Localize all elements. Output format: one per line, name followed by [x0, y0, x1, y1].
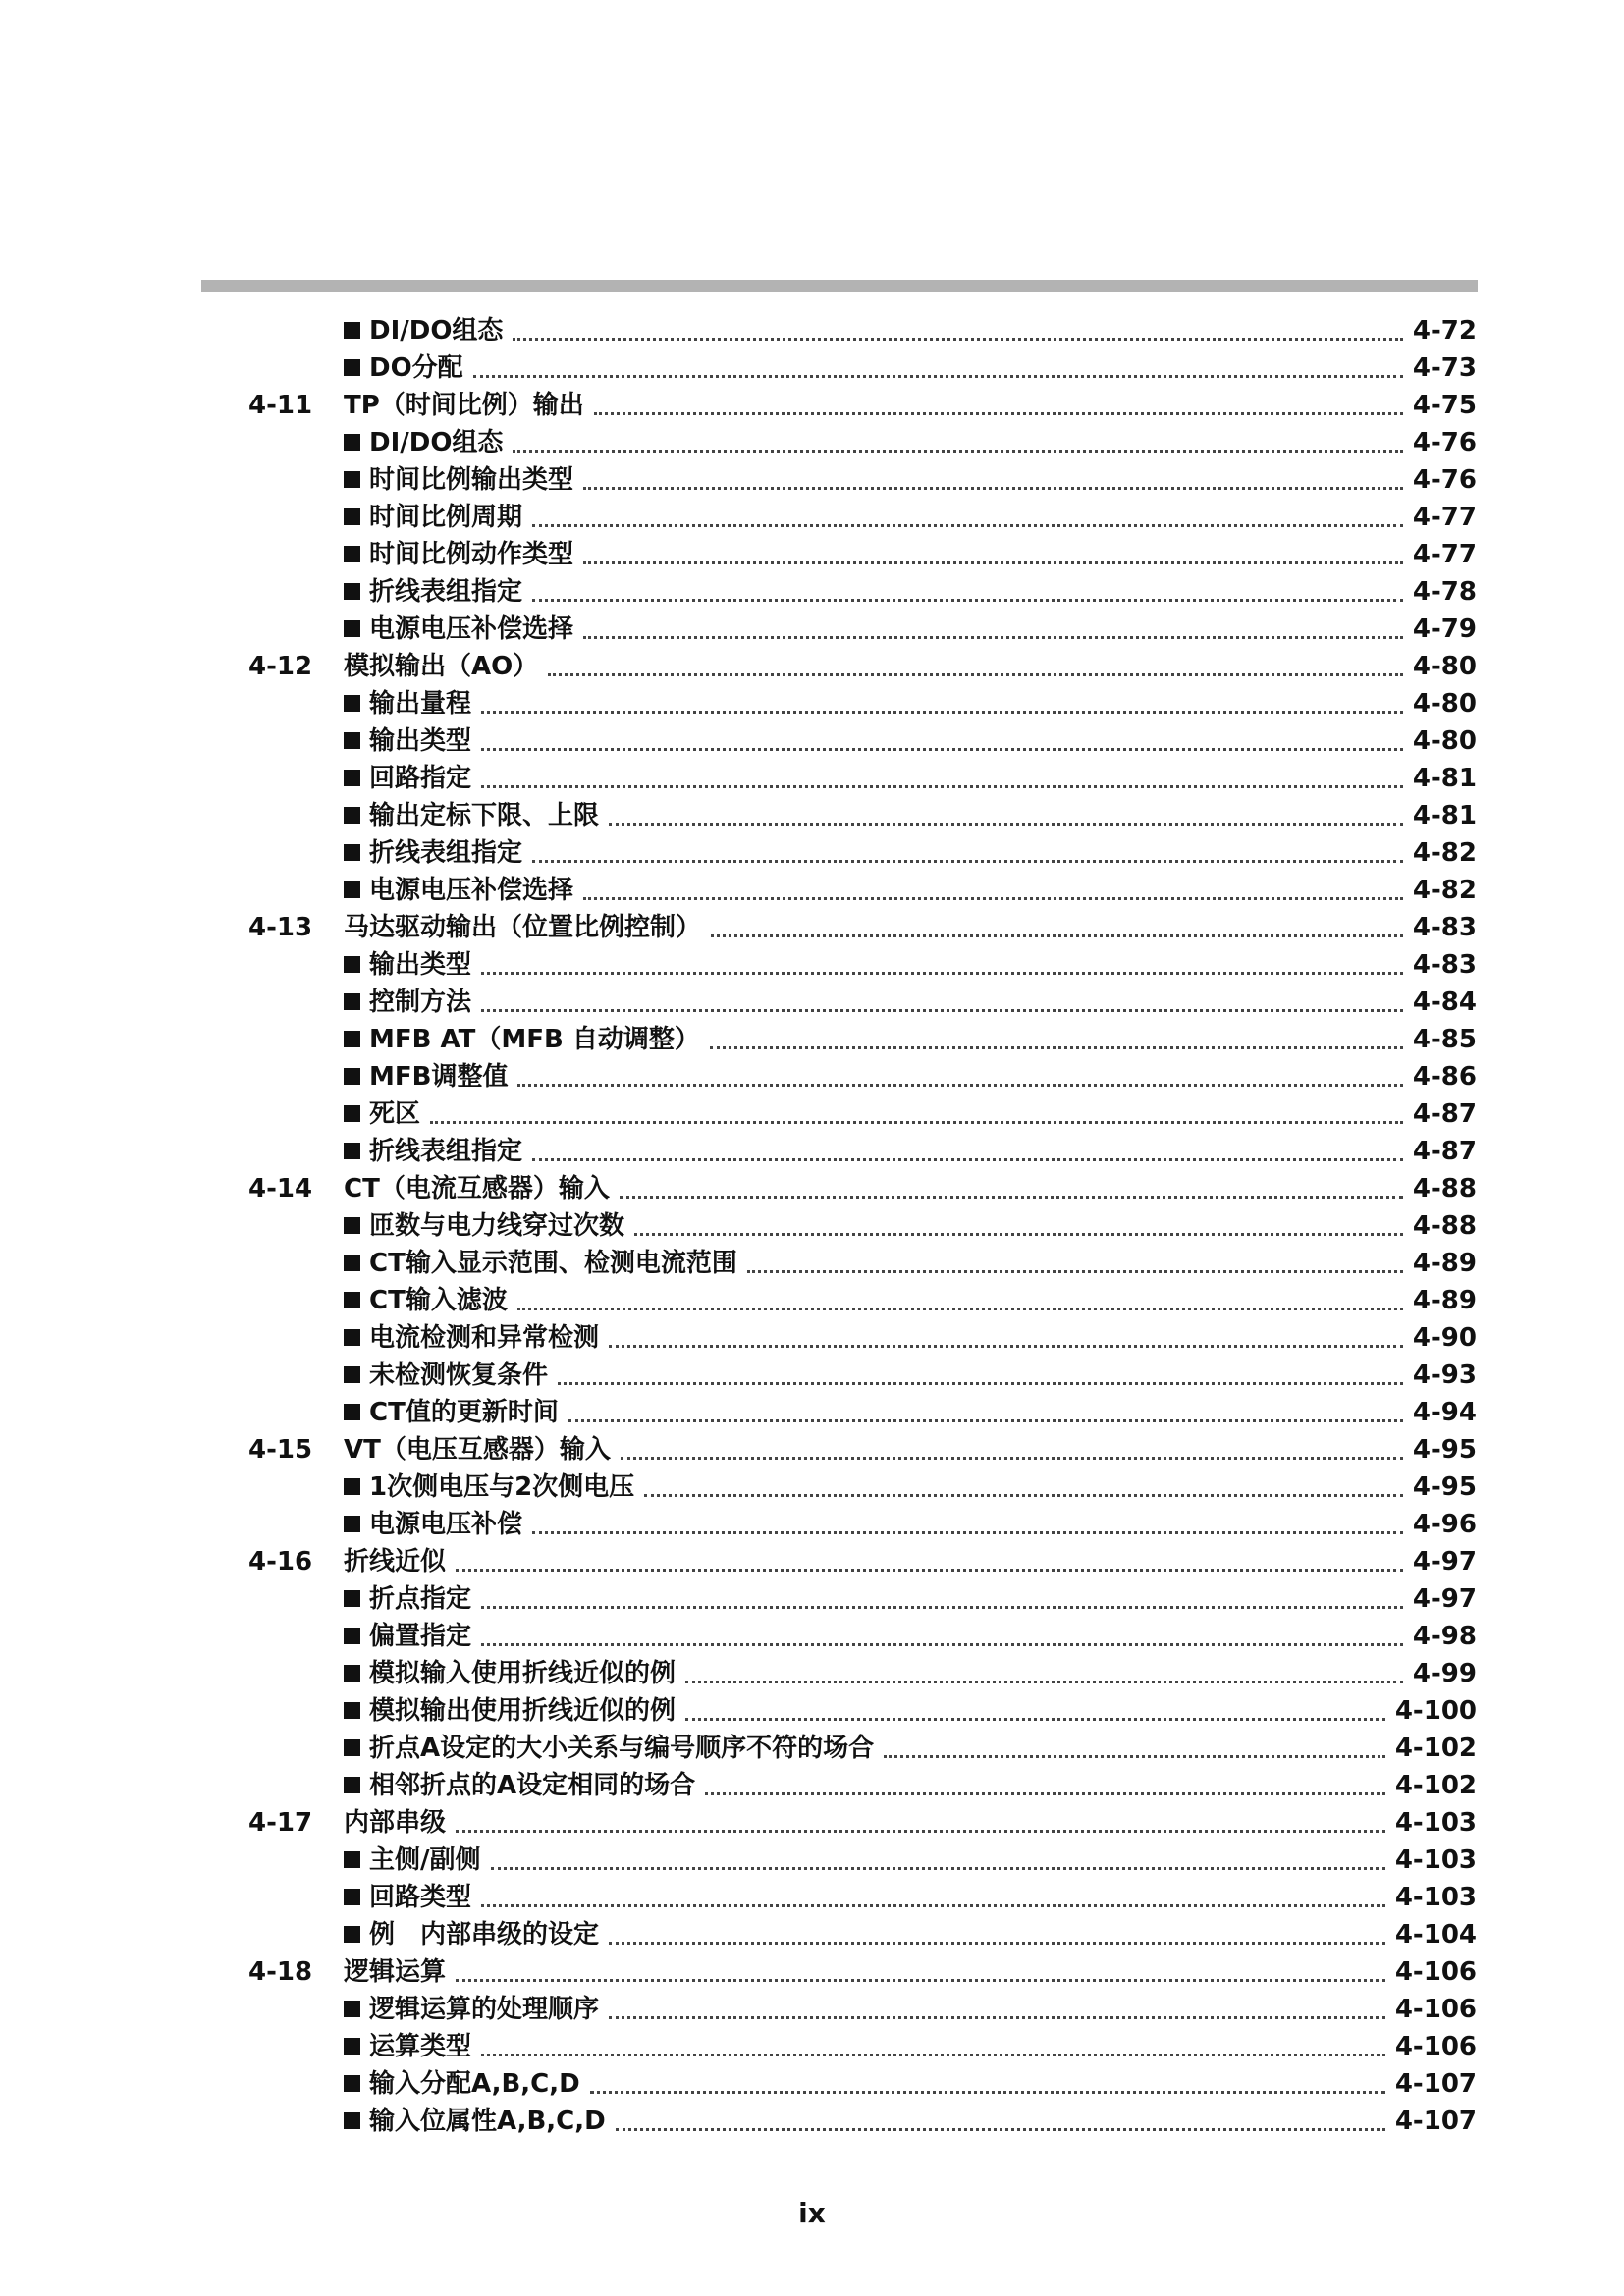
toc-subentry[interactable] — [0, 685, 1624, 722]
entry-label — [344, 1282, 508, 1319]
toc-subentry[interactable] — [0, 722, 1624, 760]
entry-label — [344, 1506, 522, 1543]
entry-label — [344, 1319, 599, 1357]
toc-subentry[interactable] — [0, 1692, 1624, 1730]
toc-subentry[interactable] — [0, 536, 1624, 573]
entry-title: DI/DO组态 — [369, 316, 504, 346]
entry-label — [344, 424, 503, 461]
toc-subentry[interactable] — [0, 1506, 1624, 1543]
entry-page-number: 4-87 — [1412, 1099, 1477, 1129]
toc-subentry[interactable] — [0, 499, 1624, 536]
entry-label — [344, 1916, 599, 1953]
entry-label — [344, 1618, 471, 1655]
leader-dots — [517, 1084, 1403, 1087]
leader-dots — [481, 1009, 1403, 1012]
entry-page-number: 4-73 — [1412, 353, 1477, 383]
toc-subentry[interactable] — [0, 1655, 1624, 1692]
toc-subentry[interactable] — [0, 611, 1624, 648]
entry-page-number: 4-88 — [1412, 1174, 1477, 1203]
leader-dots — [481, 972, 1403, 975]
entry-label — [344, 1580, 471, 1618]
entry-title: 马达驱动输出（位置比例控制） — [344, 913, 702, 942]
section-number: 4-12 — [248, 652, 313, 681]
entry-page-number: 4-97 — [1412, 1584, 1477, 1614]
square-bullet-icon — [344, 1068, 360, 1085]
leader-dots — [685, 1681, 1403, 1683]
entry-page-number: 4-86 — [1412, 1062, 1477, 1092]
entry-label — [344, 1692, 676, 1730]
entry-label — [344, 1394, 559, 1431]
square-bullet-icon — [344, 732, 360, 749]
entry-label — [344, 648, 538, 685]
leader-dots — [634, 1233, 1403, 1236]
section-number: 4-11 — [248, 391, 313, 420]
toc-subentry[interactable] — [0, 2028, 1624, 2065]
square-bullet-icon — [344, 1889, 360, 1905]
entry-label — [344, 387, 584, 424]
entry-page-number: 4-106 — [1394, 1957, 1477, 1987]
leader-dots — [590, 2091, 1385, 2094]
square-bullet-icon — [344, 583, 360, 600]
toc-subentry[interactable] — [0, 1207, 1624, 1245]
square-bullet-icon — [344, 1404, 360, 1420]
entry-page-number: 4-76 — [1412, 465, 1477, 495]
entry-page-number: 4-93 — [1412, 1361, 1477, 1390]
entry-title: 电源电压补偿选择 — [369, 614, 574, 644]
entry-title: 输入位属性A,B,C,D — [369, 2107, 606, 2136]
entry-title: 输入分配A,B,C,D — [369, 2069, 580, 2099]
toc-subentry[interactable] — [0, 1991, 1624, 2028]
entry-page-number: 4-107 — [1394, 2107, 1477, 2136]
leader-dots — [481, 748, 1403, 751]
square-bullet-icon — [344, 1590, 360, 1607]
square-bullet-icon — [344, 695, 360, 712]
square-bullet-icon — [344, 2112, 360, 2129]
entry-page-number: 4-75 — [1412, 391, 1477, 420]
entry-title: 例 内部串级的设定 — [369, 1920, 600, 1949]
leader-dots — [532, 1158, 1403, 1161]
entry-title: 电源电压补偿选择 — [369, 876, 574, 905]
entry-title: 未检测恢复条件 — [369, 1361, 549, 1390]
entry-title: 模拟输出使用折线近似的例 — [369, 1696, 677, 1726]
toc-subentry[interactable] — [0, 1767, 1624, 1804]
entry-label — [344, 1245, 737, 1282]
toc-subentry[interactable] — [0, 2065, 1624, 2103]
entry-title: MFB调整值 — [369, 1062, 509, 1092]
entry-label — [344, 909, 701, 946]
square-bullet-icon — [344, 1478, 360, 1495]
entry-page-number: 4-90 — [1412, 1323, 1477, 1353]
toc-subentry[interactable] — [0, 797, 1624, 834]
entry-page-number: 4-80 — [1412, 652, 1477, 681]
toc-subentry[interactable] — [0, 312, 1624, 349]
leader-dots — [473, 375, 1403, 378]
leader-dots — [456, 1979, 1385, 1982]
entry-page-number: 4-83 — [1412, 950, 1477, 980]
section-number: 4-13 — [248, 913, 313, 942]
square-bullet-icon — [344, 471, 360, 488]
entry-title: 相邻折点的A设定相同的场合 — [369, 1771, 696, 1800]
leader-dots — [620, 1196, 1403, 1199]
toc-subentry[interactable] — [0, 1842, 1624, 1879]
entry-title: 折线近似 — [344, 1547, 447, 1576]
entry-title: 运算类型 — [369, 2032, 472, 2061]
leader-dots — [583, 561, 1403, 564]
entry-title: 1次侧电压与2次侧电压 — [369, 1472, 635, 1502]
entry-title: 电流检测和异常检测 — [369, 1323, 600, 1353]
entry-page-number: 4-72 — [1412, 316, 1477, 346]
entry-title: 死区 — [369, 1099, 421, 1129]
entry-page-number: 4-80 — [1412, 726, 1477, 756]
entry-label — [344, 1767, 695, 1804]
leader-dots — [558, 1382, 1403, 1385]
entry-title: 折线表组指定 — [369, 577, 523, 607]
square-bullet-icon — [344, 1143, 360, 1159]
leader-dots — [532, 599, 1403, 602]
entry-label — [344, 760, 471, 797]
entry-page-number: 4-103 — [1394, 1808, 1477, 1838]
toc-subentry[interactable] — [0, 872, 1624, 909]
entry-page-number: 4-96 — [1412, 1510, 1477, 1539]
entry-title: CT输入显示范围、检测电流范围 — [369, 1249, 737, 1278]
square-bullet-icon — [344, 322, 360, 339]
entry-title: 时间比例动作类型 — [369, 540, 574, 569]
square-bullet-icon — [344, 1255, 360, 1271]
leader-dots — [517, 1308, 1403, 1310]
entry-page-number: 4-97 — [1412, 1547, 1477, 1576]
entry-title: 内部串级 — [344, 1808, 447, 1838]
entry-page-number: 4-106 — [1394, 1995, 1477, 2024]
entry-title: CT值的更新时间 — [369, 1398, 559, 1427]
entry-page-number: 4-89 — [1412, 1249, 1477, 1278]
toc-subentry[interactable] — [0, 424, 1624, 461]
entry-page-number: 4-98 — [1412, 1622, 1477, 1651]
toc-subentry[interactable] — [0, 1394, 1624, 1431]
header-rule — [201, 280, 1478, 292]
entry-page-number: 4-95 — [1412, 1435, 1477, 1465]
square-bullet-icon — [344, 1926, 360, 1943]
square-bullet-icon — [344, 1665, 360, 1682]
entry-page-number: 4-84 — [1412, 988, 1477, 1017]
entry-page-number: 4-103 — [1394, 1845, 1477, 1875]
toc-subentry[interactable] — [0, 1319, 1624, 1357]
entry-label — [344, 1879, 471, 1916]
entry-title: 模拟输出（AO） — [344, 652, 539, 681]
entry-label — [344, 499, 522, 536]
toc-section[interactable] — [0, 387, 1624, 424]
entry-title: 匝数与电力线穿过次数 — [369, 1211, 625, 1241]
square-bullet-icon — [344, 1702, 360, 1719]
toc-subentry[interactable] — [0, 1580, 1624, 1618]
toc-subentry[interactable] — [0, 1133, 1624, 1170]
leader-dots — [430, 1121, 1403, 1124]
leader-dots — [583, 897, 1403, 900]
entry-label — [344, 1842, 481, 1879]
entry-page-number: 4-81 — [1412, 801, 1477, 830]
entry-label — [344, 1730, 874, 1767]
entry-label — [344, 2065, 580, 2103]
section-number: 4-15 — [248, 1435, 313, 1465]
entry-label — [344, 1655, 676, 1692]
entry-title: 偏置指定 — [369, 1622, 472, 1651]
entry-label — [344, 2103, 606, 2140]
section-number: 4-16 — [248, 1547, 313, 1576]
square-bullet-icon — [344, 1739, 360, 1756]
square-bullet-icon — [344, 1366, 360, 1383]
leader-dots — [884, 1755, 1385, 1758]
section-number: 4-14 — [248, 1174, 313, 1203]
entry-title: 控制方法 — [369, 988, 472, 1017]
toc-subentry[interactable] — [0, 1095, 1624, 1133]
entry-page-number: 4-88 — [1412, 1211, 1477, 1241]
entry-page-number: 4-95 — [1412, 1472, 1477, 1502]
entry-label — [344, 611, 573, 648]
entry-page-number: 4-76 — [1412, 428, 1477, 457]
toc-subentry[interactable] — [0, 1058, 1624, 1095]
leader-dots — [594, 412, 1403, 415]
square-bullet-icon — [344, 359, 360, 376]
square-bullet-icon — [344, 1628, 360, 1644]
toc-subentry[interactable] — [0, 834, 1624, 872]
entry-page-number: 4-100 — [1394, 1696, 1477, 1726]
entry-title: 折线表组指定 — [369, 838, 523, 868]
square-bullet-icon — [344, 2075, 360, 2092]
entry-label — [344, 872, 573, 909]
entry-page-number: 4-103 — [1394, 1883, 1477, 1912]
toc-subentry[interactable] — [0, 349, 1624, 387]
entry-title: TP（时间比例）输出 — [344, 391, 584, 420]
entry-title: CT输入滤波 — [369, 1286, 508, 1315]
entry-page-number: 4-87 — [1412, 1137, 1477, 1166]
entry-title: MFB AT（MFB 自动调整） — [369, 1025, 700, 1054]
entry-label — [344, 573, 522, 611]
toc-section[interactable] — [0, 1431, 1624, 1468]
entry-title: 电源电压补偿 — [369, 1510, 523, 1539]
entry-label — [344, 1058, 508, 1095]
square-bullet-icon — [344, 1329, 360, 1346]
square-bullet-icon — [344, 770, 360, 786]
entry-label — [344, 1207, 624, 1245]
toc-section[interactable] — [0, 1953, 1624, 1991]
square-bullet-icon — [344, 620, 360, 637]
entry-page-number: 4-102 — [1394, 1771, 1477, 1800]
entry-label — [344, 2028, 471, 2065]
toc-section[interactable] — [0, 648, 1624, 685]
toc-subentry[interactable] — [0, 946, 1624, 984]
square-bullet-icon — [344, 844, 360, 861]
entry-title: DO分配 — [369, 353, 463, 383]
entry-label — [344, 1133, 522, 1170]
entry-page-number: 4-106 — [1394, 2032, 1477, 2061]
entry-page-number: 4-79 — [1412, 614, 1477, 644]
leader-dots — [548, 673, 1403, 676]
entry-label — [344, 685, 471, 722]
leader-dots — [609, 1942, 1385, 1945]
toc-subentry[interactable] — [0, 573, 1624, 611]
toc-subentry[interactable] — [0, 461, 1624, 499]
toc-subentry[interactable] — [0, 1879, 1624, 1916]
leader-dots — [532, 524, 1403, 527]
entry-title: 折点指定 — [369, 1584, 472, 1614]
leader-dots — [491, 1867, 1385, 1870]
square-bullet-icon — [344, 1851, 360, 1868]
entry-title: 时间比例输出类型 — [369, 465, 574, 495]
leader-dots — [711, 934, 1403, 937]
leader-dots — [481, 785, 1403, 788]
leader-dots — [609, 1345, 1403, 1348]
square-bullet-icon — [344, 1105, 360, 1122]
square-bullet-icon — [344, 993, 360, 1010]
entry-page-number: 4-77 — [1412, 503, 1477, 532]
entry-label — [344, 1170, 610, 1207]
toc-subentry[interactable] — [0, 1468, 1624, 1506]
leader-dots — [747, 1270, 1403, 1273]
leader-dots — [532, 860, 1403, 863]
entry-title: 折线表组指定 — [369, 1137, 523, 1166]
entry-label — [344, 1468, 634, 1506]
entry-title: VT（电压互感器）输入 — [344, 1435, 611, 1465]
entry-label — [344, 984, 471, 1021]
entry-title: DI/DO组态 — [369, 428, 504, 457]
entry-title: 时间比例周期 — [369, 503, 523, 532]
entry-page-number: 4-83 — [1412, 913, 1477, 942]
square-bullet-icon — [344, 508, 360, 525]
entry-label — [344, 1543, 446, 1580]
entry-label — [344, 797, 599, 834]
square-bullet-icon — [344, 1777, 360, 1793]
entry-page-number: 4-102 — [1394, 1734, 1477, 1763]
toc-subentry[interactable] — [0, 760, 1624, 797]
entry-title: 主侧/副侧 — [369, 1845, 481, 1875]
leader-dots — [568, 1419, 1403, 1422]
entry-label — [344, 461, 573, 499]
entry-page-number: 4-81 — [1412, 764, 1477, 793]
leader-dots — [644, 1494, 1403, 1497]
leader-dots — [685, 1718, 1385, 1721]
leader-dots — [609, 823, 1403, 826]
entry-page-number: 4-85 — [1412, 1025, 1477, 1054]
leader-dots — [609, 2016, 1385, 2019]
entry-title: 输出量程 — [369, 689, 472, 719]
section-number: 4-17 — [248, 1808, 313, 1838]
entry-label — [344, 312, 503, 349]
entry-page-number: 4-104 — [1394, 1920, 1477, 1949]
leader-dots — [481, 1904, 1385, 1907]
entry-label — [344, 1804, 446, 1842]
entry-label — [344, 1021, 700, 1058]
leader-dots — [456, 1569, 1403, 1572]
leader-dots — [532, 1531, 1403, 1534]
toc-section[interactable] — [0, 909, 1624, 946]
toc-subentry[interactable] — [0, 1245, 1624, 1282]
entry-page-number: 4-89 — [1412, 1286, 1477, 1315]
toc-section[interactable] — [0, 1170, 1624, 1207]
entry-label — [344, 1431, 611, 1468]
entry-label — [344, 536, 573, 573]
entry-label — [344, 722, 471, 760]
toc-section[interactable] — [0, 1543, 1624, 1580]
leader-dots — [583, 636, 1403, 639]
entry-title: 输出定标下限、上限 — [369, 801, 600, 830]
entry-page-number: 4-99 — [1412, 1659, 1477, 1688]
entry-title: 输出类型 — [369, 950, 472, 980]
section-number: 4-18 — [248, 1957, 313, 1987]
toc-subentry[interactable] — [0, 1357, 1624, 1394]
square-bullet-icon — [344, 1031, 360, 1047]
leader-dots — [481, 2054, 1385, 2056]
leader-dots — [621, 1457, 1403, 1460]
entry-page-number: 4-78 — [1412, 577, 1477, 607]
entry-page-number: 4-94 — [1412, 1398, 1477, 1427]
square-bullet-icon — [344, 881, 360, 898]
page-number: ix — [798, 2197, 826, 2229]
entry-label — [344, 1953, 446, 1991]
toc-subentry[interactable] — [0, 1730, 1624, 1767]
leader-dots — [481, 1606, 1403, 1609]
table-of-contents — [0, 312, 1624, 2140]
toc-subentry[interactable] — [0, 1282, 1624, 1319]
square-bullet-icon — [344, 1217, 360, 1234]
entry-label — [344, 1357, 548, 1394]
leader-dots — [513, 338, 1403, 341]
square-bullet-icon — [344, 956, 360, 973]
entry-label — [344, 946, 471, 984]
entry-title: 回路类型 — [369, 1883, 472, 1912]
toc-subentry[interactable] — [0, 2103, 1624, 2140]
entry-label — [344, 1991, 599, 2028]
entry-title: 逻辑运算 — [344, 1957, 447, 1987]
square-bullet-icon — [344, 546, 360, 562]
toc-subentry[interactable] — [0, 984, 1624, 1021]
entry-title: 逻辑运算的处理顺序 — [369, 1995, 600, 2024]
leader-dots — [583, 487, 1403, 490]
entry-page-number: 4-82 — [1412, 838, 1477, 868]
leader-dots — [616, 2128, 1385, 2131]
leader-dots — [481, 1643, 1403, 1646]
entry-page-number: 4-77 — [1412, 540, 1477, 569]
toc-subentry[interactable] — [0, 1916, 1624, 1953]
entry-page-number: 4-82 — [1412, 876, 1477, 905]
entry-label — [344, 349, 463, 387]
square-bullet-icon — [344, 434, 360, 451]
leader-dots — [705, 1792, 1385, 1795]
square-bullet-icon — [344, 2038, 360, 2055]
entry-title: 模拟输入使用折线近似的例 — [369, 1659, 677, 1688]
square-bullet-icon — [344, 1292, 360, 1308]
entry-label — [344, 1095, 420, 1133]
entry-title: 折点A设定的大小关系与编号顺序不符的场合 — [369, 1734, 875, 1763]
entry-title: 输出类型 — [369, 726, 472, 756]
leader-dots — [456, 1830, 1385, 1833]
entry-label — [344, 834, 522, 872]
toc-subentry[interactable] — [0, 1021, 1624, 1058]
toc-subentry[interactable] — [0, 1618, 1624, 1655]
entry-page-number: 4-80 — [1412, 689, 1477, 719]
leader-dots — [513, 450, 1403, 453]
entry-page-number: 4-107 — [1394, 2069, 1477, 2099]
entry-title: CT（电流互感器）输入 — [344, 1174, 610, 1203]
leader-dots — [710, 1046, 1403, 1049]
toc-section[interactable] — [0, 1804, 1624, 1842]
entry-title: 回路指定 — [369, 764, 472, 793]
square-bullet-icon — [344, 1516, 360, 1532]
square-bullet-icon — [344, 2001, 360, 2017]
square-bullet-icon — [344, 807, 360, 824]
leader-dots — [481, 711, 1403, 714]
